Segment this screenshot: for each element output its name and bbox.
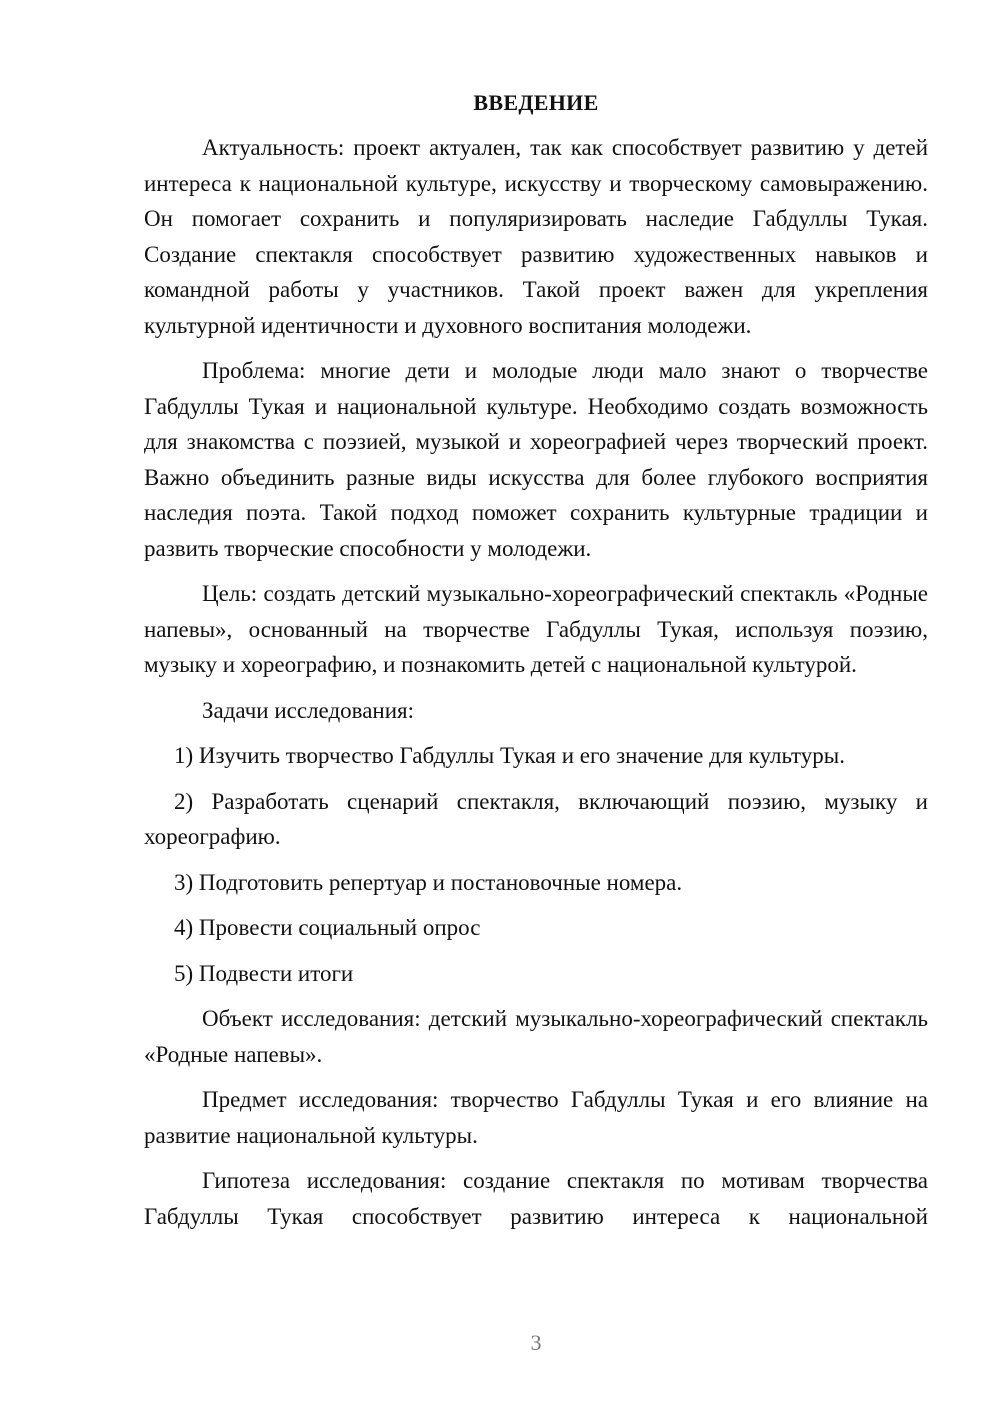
task-item: 4) Провести социальный опрос <box>174 915 481 940</box>
object-paragraph: Объект исследования: детский музыкально-хореографический спектакль «Родные напевы». <box>144 1006 928 1067</box>
goal-paragraph: Цель: создать детский музыкально-хореографический спектакль «Родные напевы», основанный на творчестве Габдуллы Тукая, используя поэзию, музыку и хореографию, и познакомить детей с национальной культурой. <box>144 581 928 677</box>
section-heading: ВВЕДЕНИЕ <box>473 90 599 115</box>
subject-paragraph: Предмет исследования: творчество Габдуллы Тукая и его влияние на развитие национальной культуры. <box>144 1087 928 1148</box>
problem-paragraph: Проблема: многие дети и молодые люди мало знают о творчестве Габдуллы Тукая и национальной культуре. Необходимо создать возможность для знакомства с поэзией, музыкой и хореографией через творческий проект. Важно объединить разные виды искусства для более глубокого восприятия наследия поэта. Такой подход поможет сохранить культурные традиции и развить творческие способности у молодежи. <box>144 358 928 561</box>
task-item: 5) Подвести итоги <box>174 960 354 986</box>
task-item: 3) Подготовить репертуар и постановочные номера. <box>174 869 683 895</box>
tasks-title: Задачи исследования: <box>202 697 415 723</box>
hypothesis-paragraph: Гипотеза исследования: создание спектакля по мотивам творчества Габдуллы Тукая способствует развитию интереса к национальной <box>144 1168 928 1229</box>
tasks-list <box>144 738 928 991</box>
relevance-paragraph: Актуальность: проект актуален, так как способствует развитию у детей интереса к национальной культуре, искусству и творческому самовыражению. Он помогает сохранить и популяризировать наследие Габдуллы Тукая. Создание спектакля способствует развитию художественных навыков и командной работы у участников. Такой проект важен для укрепления культурной идентичности и духовного воспитания молодежи. <box>144 135 928 338</box>
document-page <box>144 88 928 1244</box>
task-item: 1) Изучить творчество Габдуллы Тукая и его значение для культуры. <box>174 743 846 768</box>
task-item: 2) Разработать сценарий спектакля, включающий поэзию, музыку и хореографию. <box>144 788 928 849</box>
page-number: 3 <box>530 1330 542 1355</box>
